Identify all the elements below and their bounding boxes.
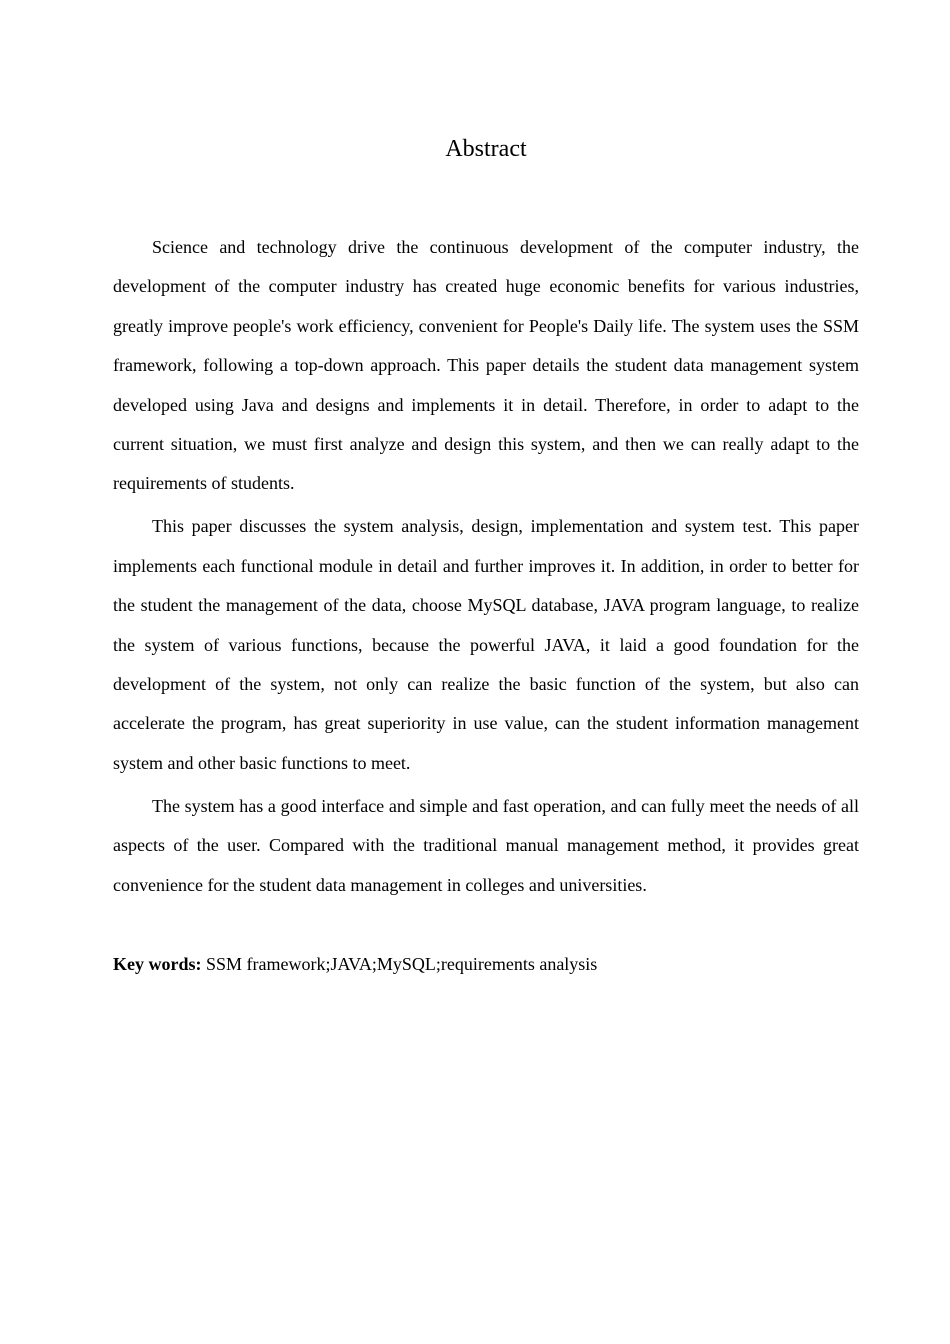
keywords-value: SSM framework;JAVA;MySQL;requirements analysis <box>206 954 598 974</box>
abstract-paragraph-2: This paper discusses the system analysis, design, implementation and system test. This paper implements each functional module in detail and further improves it. In addition, in order to better for the student the management of the data, choose MySQL database, JAVA program language, to realize the system of various functions, because the powerful JAVA, it laid a good foundation for the development of the system, not only can realize the basic function of the system, but also can accelerate the program, has great superiority in use value, can the student information management system and other basic functions to meet. <box>113 516 859 773</box>
abstract-title: Abstract <box>445 136 527 162</box>
keywords-label: Key words: <box>113 954 202 974</box>
abstract-body <box>113 228 859 908</box>
keywords-line <box>113 950 859 978</box>
abstract-paragraph-3: The system has a good interface and simple and fast operation, and can fully meet the needs of all aspects of the user. Compared with the traditional manual management method, it provides great convenience for the student data management in colleges and universities. <box>113 795 859 895</box>
abstract-paragraph-1: Science and technology drive the continuous development of the computer industry, the development of the computer industry has created huge economic benefits for various industries, greatly improve people's work efficiency, convenient for People's Daily life. The system uses the SSM framework, following a top-down approach. This paper details the student data management system developed using Java and designs and implements it in detail. Therefore, in order to adapt to the current situation, we must first analyze and design this system, and then we can really adapt to the requirements of students. <box>113 237 859 494</box>
